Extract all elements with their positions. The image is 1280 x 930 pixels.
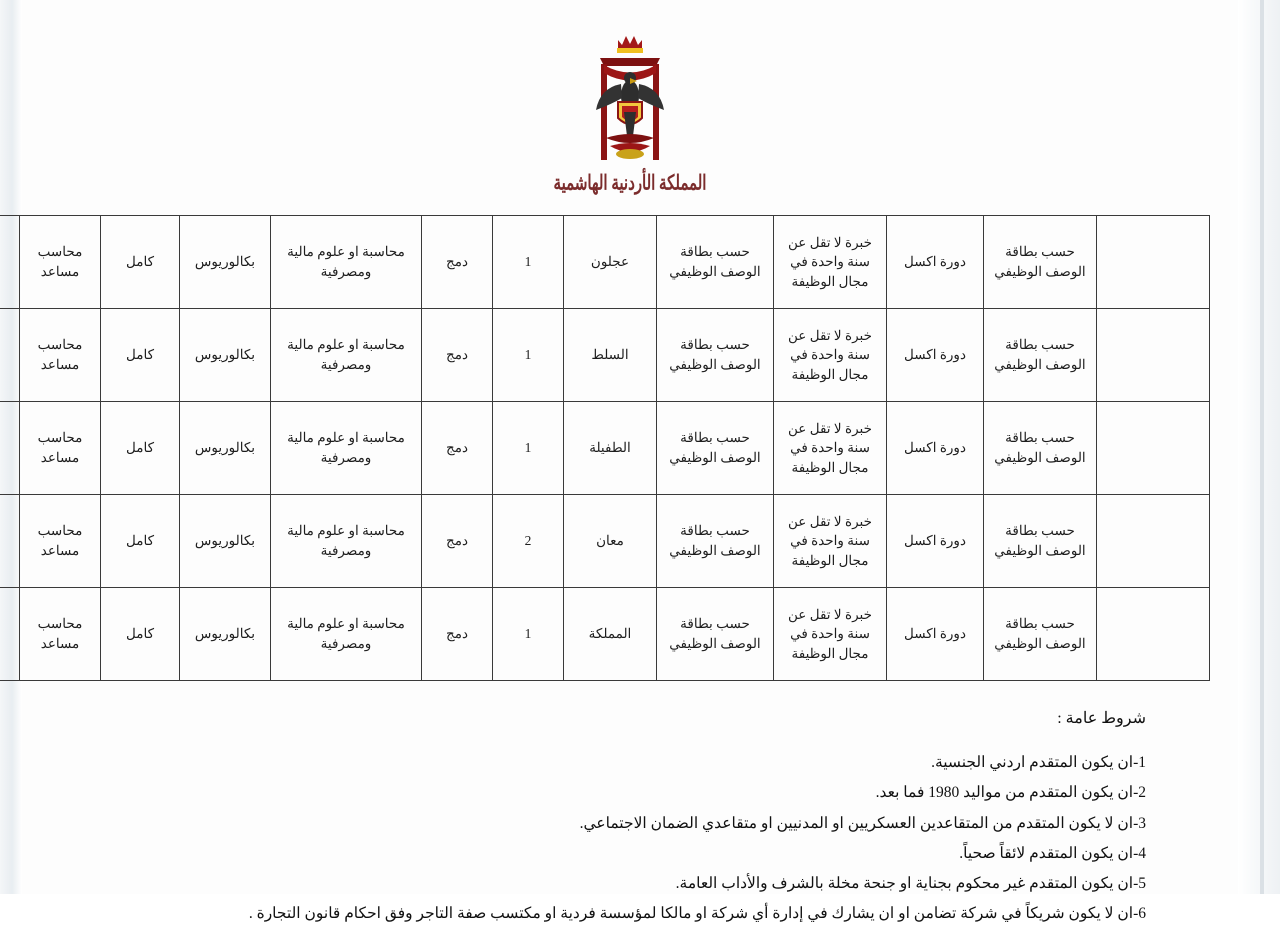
cell-other-requirements: حسب بطاقة الوصف الوظيفي — [984, 309, 1097, 402]
cell-other-requirements: حسب بطاقة الوصف الوظيفي — [984, 495, 1097, 588]
list-item: 3-ان لا يكون المتقدم من المتقاعدين العسكريين او المدنيين او متقاعدي الضمان الاجتماعي. — [579, 814, 1146, 832]
cell-experience: خبرة لا تقل عن سنة واحدة في مجال الوظيفة — [774, 588, 887, 681]
cell-employment-type: كامل — [101, 216, 180, 309]
cell-empty — [1097, 495, 1210, 588]
cell-empty — [1097, 216, 1210, 309]
cell-number — [0, 309, 20, 402]
cell-employment-type: كامل — [101, 495, 180, 588]
cell-number — [0, 216, 20, 309]
jordan-coat-of-arms-icon — [570, 18, 690, 168]
cell-courses: دورة اكسل — [887, 495, 984, 588]
general-conditions-section — [84, 703, 1146, 930]
cell-job-title: محاسب مساعد — [20, 216, 101, 309]
cell-count: 1 — [493, 309, 564, 402]
cell-skills: حسب بطاقة الوصف الوظيفي — [657, 495, 774, 588]
table-row — [0, 402, 1210, 495]
document-sheet — [22, 0, 1238, 923]
cell-count: 2 — [493, 495, 564, 588]
cell-other-requirements: حسب بطاقة الوصف الوظيفي — [984, 216, 1097, 309]
cell-skills: حسب بطاقة الوصف الوظيفي — [657, 216, 774, 309]
table-row — [0, 495, 1210, 588]
cell-governorate: عجلون — [564, 216, 657, 309]
cell-skills: حسب بطاقة الوصف الوظيفي — [657, 588, 774, 681]
cell-governorate: المملكة — [564, 588, 657, 681]
cell-degree: بكالوريوس — [180, 402, 271, 495]
cell-courses: دورة اكسل — [887, 216, 984, 309]
cell-governorate: معان — [564, 495, 657, 588]
cell-number — [0, 588, 20, 681]
cell-number — [0, 402, 20, 495]
cell-category: دمج — [422, 495, 493, 588]
list-item: 6-ان لا يكون شريكاً في شركة تضامن او ان يشارك في إدارة أي شركة او مالكا لمؤسسة فردية او مكتسب صفة التاجر وفق احكام قانون التجارة . — [248, 905, 1146, 923]
cell-specialization: محاسبة او علوم مالية ومصرفية — [271, 216, 422, 309]
list-item: 2-ان يكون المتقدم من مواليد 1980 فما بعد. — [875, 784, 1146, 802]
document-header — [22, 0, 1238, 193]
cell-skills: حسب بطاقة الوصف الوظيفي — [657, 402, 774, 495]
cell-category: دمج — [422, 216, 493, 309]
cell-empty — [1097, 309, 1210, 402]
cell-governorate: السلط — [564, 309, 657, 402]
cell-specialization: محاسبة او علوم مالية ومصرفية — [271, 495, 422, 588]
jobs-table-body — [0, 216, 1210, 681]
cell-employment-type: كامل — [101, 588, 180, 681]
cell-job-title: محاسب مساعد — [20, 309, 101, 402]
table-row — [0, 588, 1210, 681]
cell-other-requirements: حسب بطاقة الوصف الوظيفي — [984, 588, 1097, 681]
cell-count: 1 — [493, 402, 564, 495]
cell-degree: بكالوريوس — [180, 216, 271, 309]
table-row — [0, 309, 1210, 402]
jobs-table-wrap — [37, 215, 1210, 681]
list-item: 4-ان يكون المتقدم لائقاً صحياً. — [959, 844, 1146, 862]
cell-experience: خبرة لا تقل عن سنة واحدة في مجال الوظيفة — [774, 309, 887, 402]
cell-job-title: محاسب مساعد — [20, 402, 101, 495]
conditions-list — [84, 748, 1146, 929]
cell-category: دمج — [422, 588, 493, 681]
cell-degree: بكالوريوس — [180, 309, 271, 402]
cell-specialization: محاسبة او علوم مالية ومصرفية — [271, 402, 422, 495]
cell-governorate: الطفيلة — [564, 402, 657, 495]
cell-category: دمج — [422, 402, 493, 495]
cell-courses: دورة اكسل — [887, 588, 984, 681]
table-row — [0, 216, 1210, 309]
cell-skills: حسب بطاقة الوصف الوظيفي — [657, 309, 774, 402]
cell-category: دمج — [422, 309, 493, 402]
list-item: 5-ان يكون المتقدم غير محكوم بجناية او جنحة مخلة بالشرف والأداب العامة. — [675, 875, 1146, 893]
cell-experience: خبرة لا تقل عن سنة واحدة في مجال الوظيفة — [774, 402, 887, 495]
cell-count: 1 — [493, 216, 564, 309]
cell-courses: دورة اكسل — [887, 402, 984, 495]
cell-employment-type: كامل — [101, 402, 180, 495]
jobs-table — [0, 215, 1210, 681]
cell-degree: بكالوريوس — [180, 588, 271, 681]
cell-experience: خبرة لا تقل عن سنة واحدة في مجال الوظيفة — [774, 216, 887, 309]
cell-specialization: محاسبة او علوم مالية ومصرفية — [271, 309, 422, 402]
cell-empty — [1097, 588, 1210, 681]
conditions-title: شروط عامة : — [1057, 710, 1146, 727]
cell-count: 1 — [493, 588, 564, 681]
cell-number — [0, 495, 20, 588]
cell-specialization: محاسبة او علوم مالية ومصرفية — [271, 588, 422, 681]
cell-job-title: محاسب مساعد — [20, 588, 101, 681]
cell-empty — [1097, 402, 1210, 495]
cell-courses: دورة اكسل — [887, 309, 984, 402]
cell-job-title: محاسب مساعد — [20, 495, 101, 588]
cell-employment-type: كامل — [101, 309, 180, 402]
cell-degree: بكالوريوس — [180, 495, 271, 588]
page-edge-right — [1237, 0, 1280, 894]
cell-experience: خبرة لا تقل عن سنة واحدة في مجال الوظيفة — [774, 495, 887, 588]
cell-other-requirements: حسب بطاقة الوصف الوظيفي — [984, 402, 1097, 495]
page-title: المملكة الأردنية الهاشمية — [553, 173, 707, 195]
list-item: 1-ان يكون المتقدم اردني الجنسية. — [931, 754, 1146, 772]
